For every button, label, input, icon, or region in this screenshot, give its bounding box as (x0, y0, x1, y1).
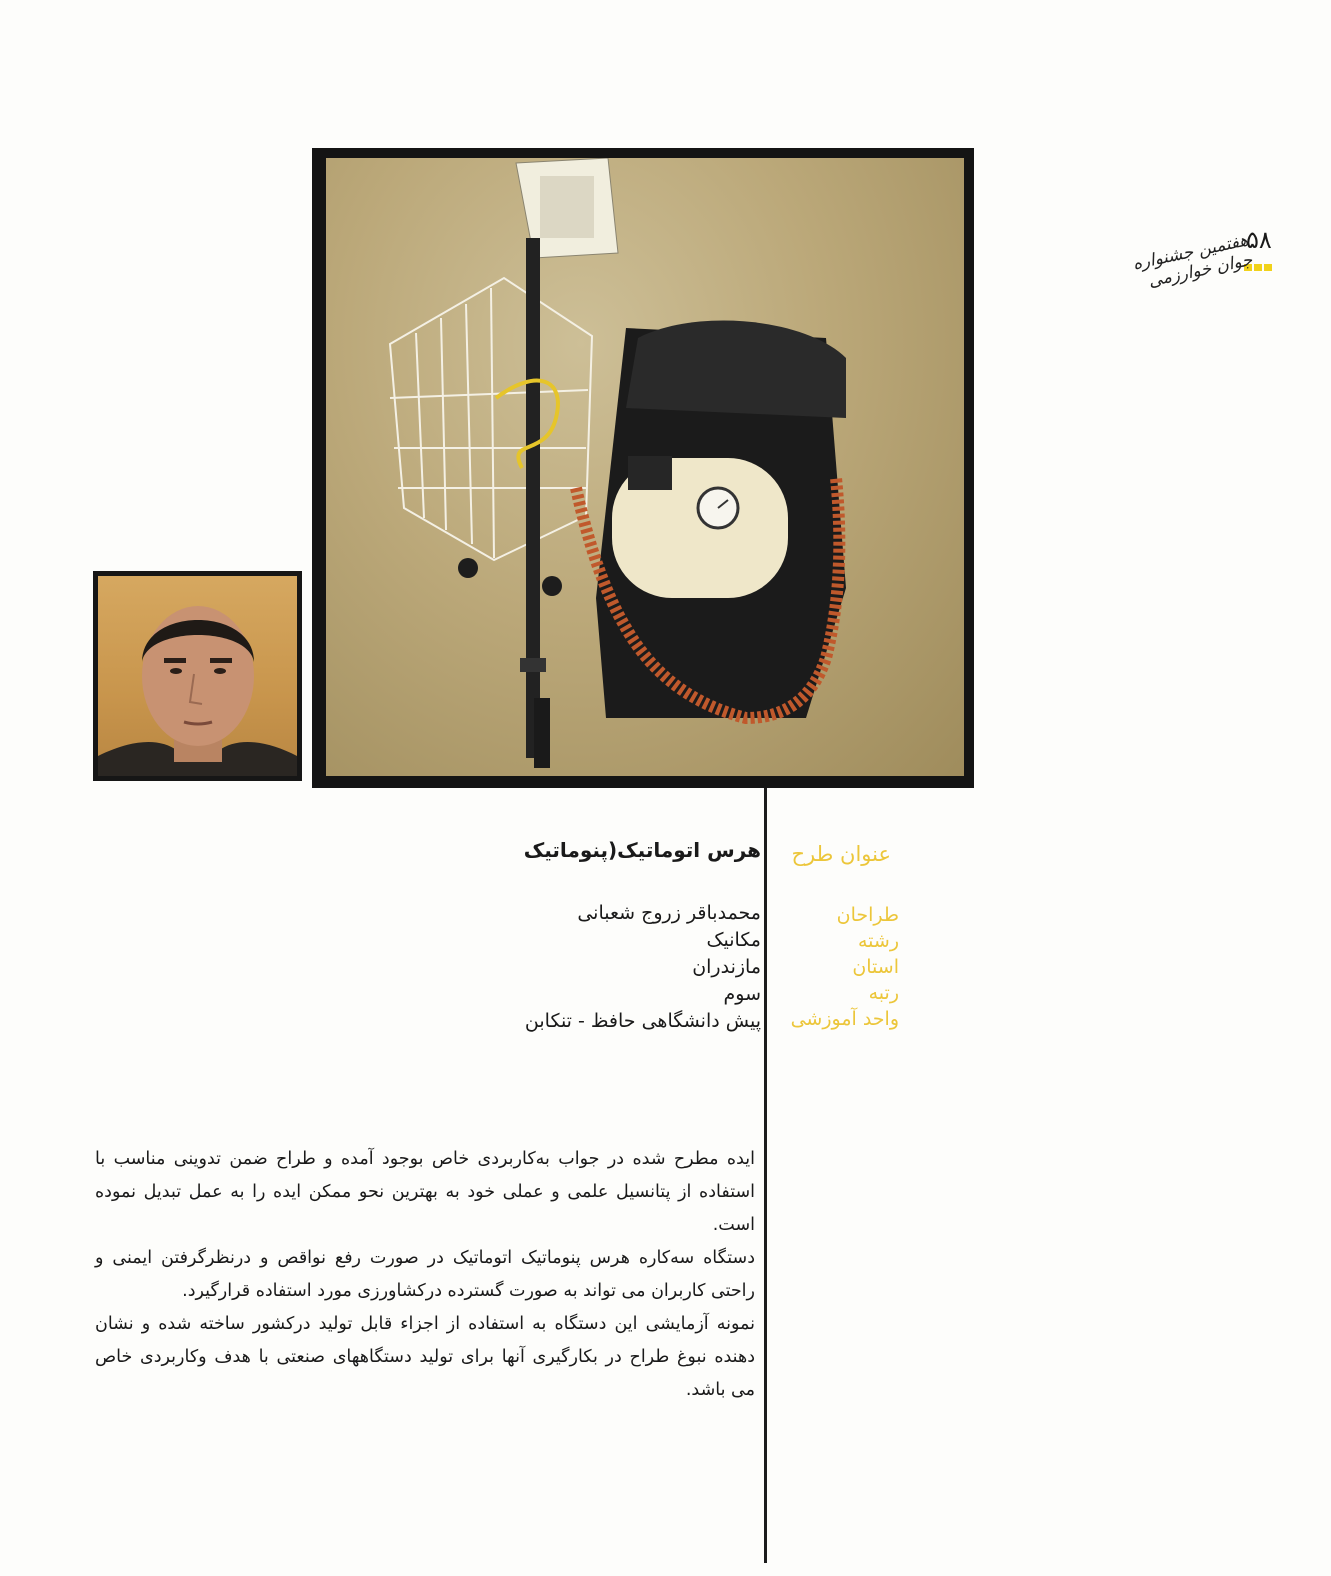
title-label: عنوان طرح (791, 842, 891, 866)
festival-signature: هفتمین جشنواره جوان خوارزمی (1130, 230, 1255, 292)
field-label-rank: رتبه (868, 982, 899, 1004)
description-paragraph: ایده مطرح شده در جواب به‌کاربردی خاص بوجود آمده و طراح ضمن تدوینی مناسب با استفاده از پتانسیل علمی و عملی خود به بهترین نحو ممکن ایده را به عمل تبدیل نموده است. (95, 1149, 755, 1235)
device-photo (312, 148, 974, 788)
pruning-device-illustration (326, 158, 964, 776)
project-description (95, 1143, 755, 1407)
field-label-province: استان (852, 956, 899, 978)
description-paragraph: نمونه آزمایشی این دستگاه به استفاده از اجزاء قابل تولید درکشور ساخته شده و نشان دهنده نبوغ طراح در بکارگیری آنها برای تولید دستگاههای صنعتی با هدف وکاربردی خاص می باشد. (95, 1314, 755, 1400)
device-photo-image (326, 158, 964, 776)
field-label-school: واحد آموزشی (790, 1008, 899, 1030)
column-divider (764, 788, 767, 1563)
designer-portrait (93, 571, 302, 781)
field-value-school: پیش دانشگاهی حافظ - تنکابن (524, 1010, 761, 1032)
person-portrait-illustration (98, 576, 297, 776)
field-value-rank: سوم (723, 983, 761, 1005)
description-paragraph: دستگاه سه‌کاره هرس پنوماتیک اتوماتیک در صورت رفع نواقص و درنظرگرفتن ایمنی و راحتی کاربران می تواند به صورت گسترده درکشاورزی مورد استفاده قرارگیرد. (95, 1248, 755, 1301)
field-labels (791, 902, 899, 1032)
field-label-designers: طراحان (836, 904, 899, 926)
field-label-major: رشته (857, 930, 899, 952)
field-value-major: مکانیک (706, 929, 761, 951)
field-value-designers: محمدباقر زروج شعبانی (577, 902, 761, 924)
field-value-province: مازندران (692, 956, 761, 978)
project-title: هرس اتوماتیک(پنوماتیک (523, 838, 761, 862)
designer-portrait-image (98, 576, 297, 776)
field-values (525, 900, 761, 1035)
page-number: ۵۸ (1246, 226, 1272, 254)
